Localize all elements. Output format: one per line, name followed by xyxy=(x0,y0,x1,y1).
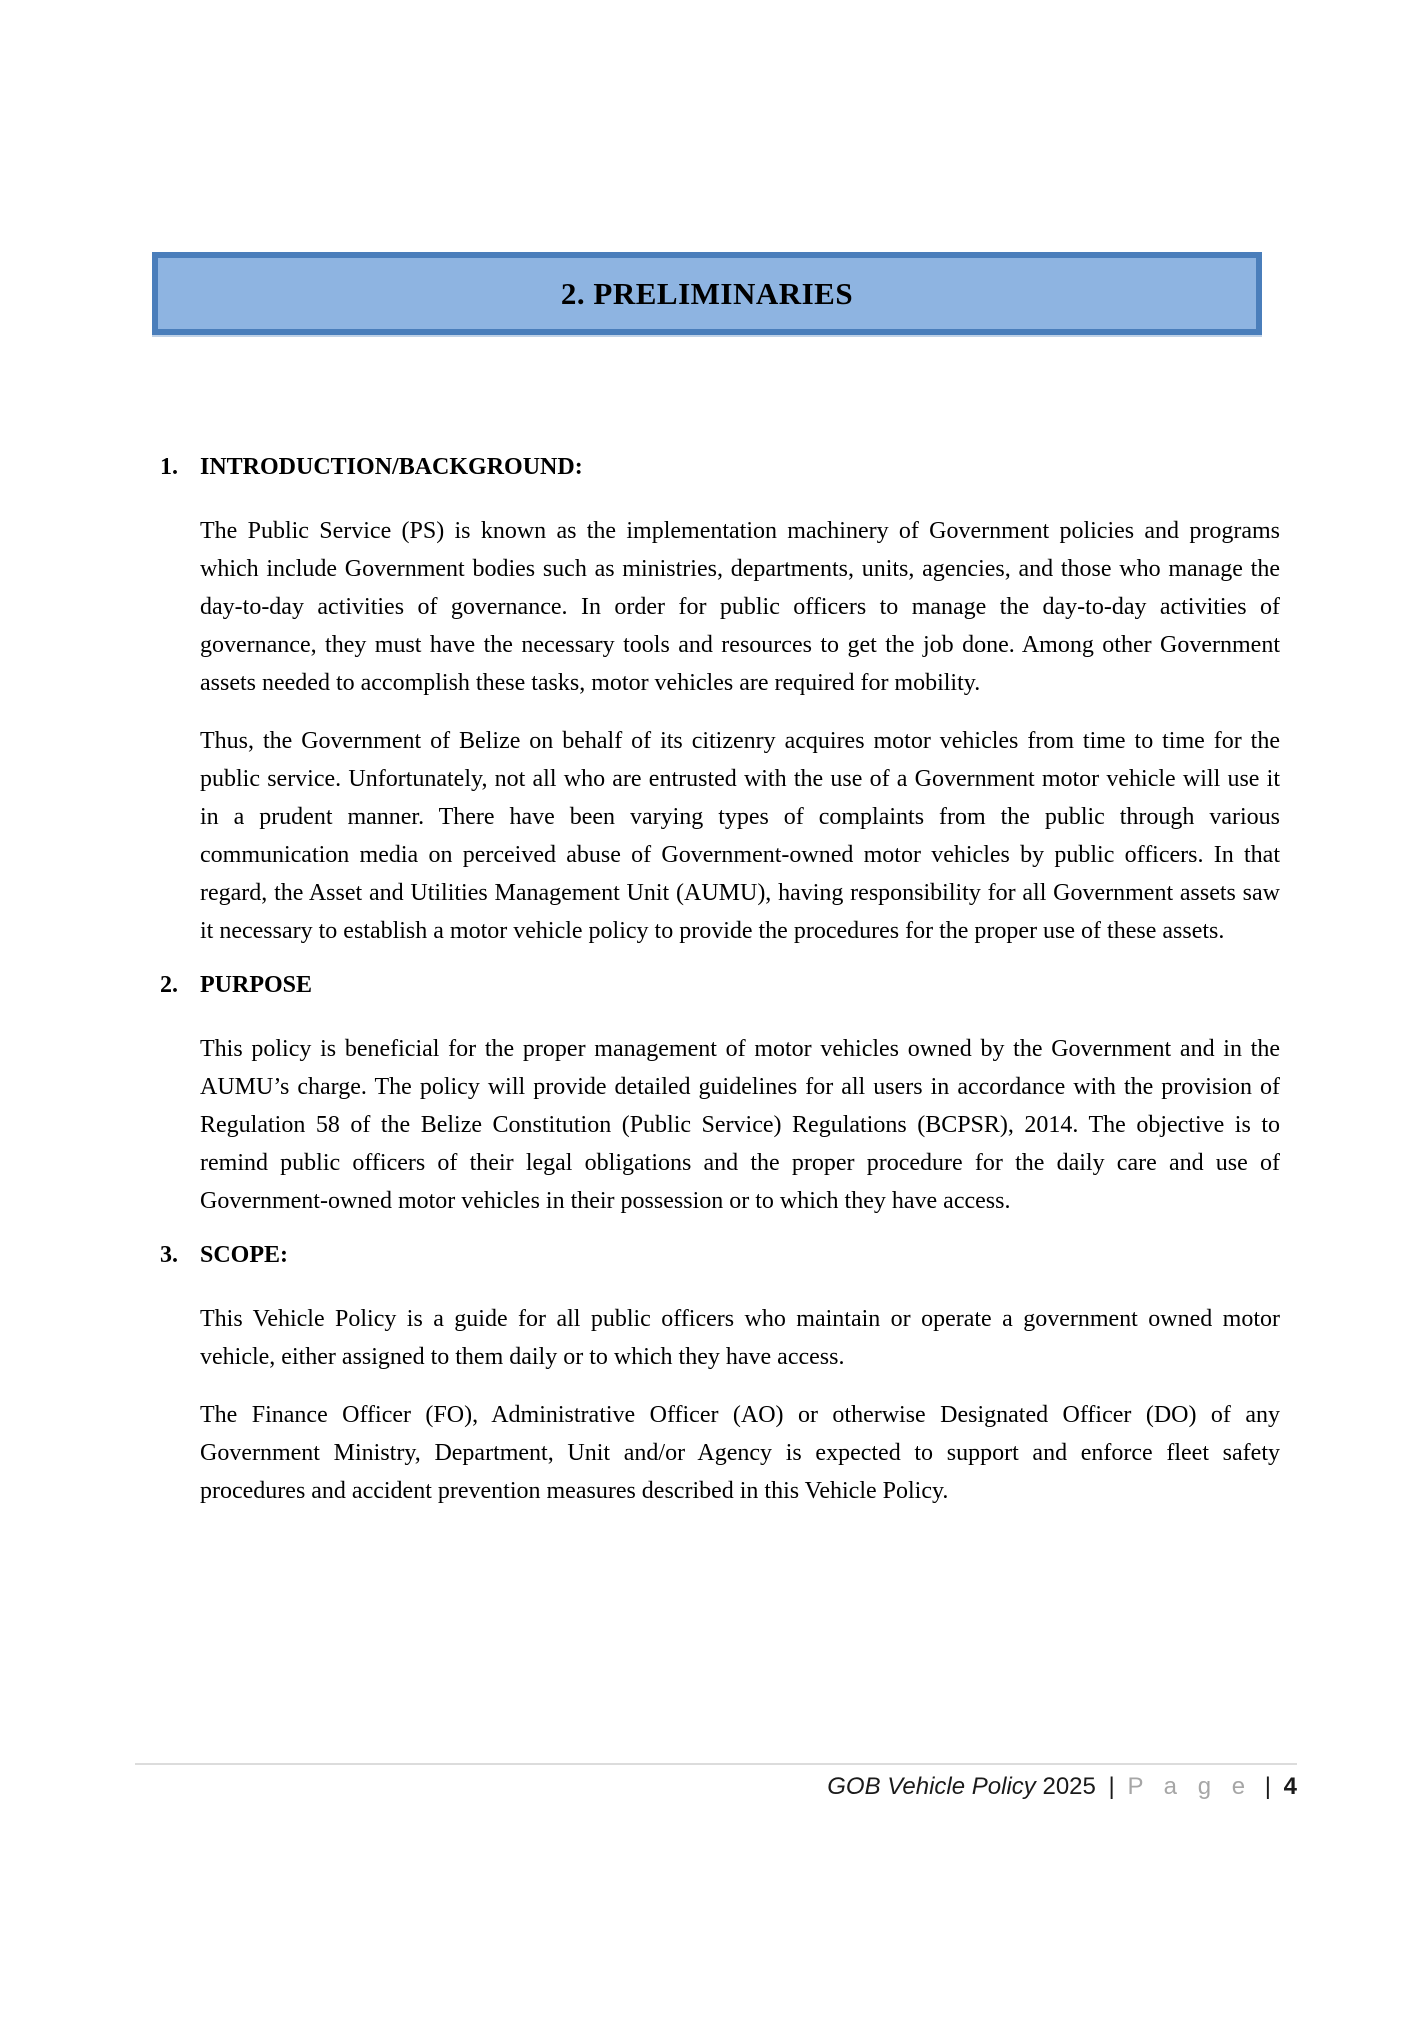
section-title-banner xyxy=(152,252,1262,335)
paragraph-purpose-1: This policy is beneficial for the proper management of motor vehicles owned by the Government and in the AUMU’s charge. The policy will provide detailed guidelines for all users in accordance with the provision of Regulation 58 of the Belize Constitution (Public Service) Regulations (BCPSR), 2014. The objective is to remind public officers of their legal obligations and the proper procedure for the daily care and use of Government-owned motor vehicles in their possession or to which they have access. xyxy=(200,1036,1280,1214)
paragraph-scope-2: The Finance Officer (FO), Administrative Officer (AO) or otherwise Designated Officer (DO) of any Government Ministry, Department, Unit and/or Agency is expected to support and enforce fleet safety procedures and accident prevention measures described in this Vehicle Policy. xyxy=(200,1402,1280,1504)
heading-number: 2. xyxy=(160,972,178,998)
section-title: 2. PRELIMINARIES xyxy=(560,275,854,311)
footer-year: 2025 xyxy=(1042,1773,1096,1800)
footer-page-number: 4 xyxy=(1283,1773,1297,1800)
footer-separator: | xyxy=(1108,1773,1115,1800)
document-body xyxy=(160,452,1282,1530)
footer-page-label: P a g e xyxy=(1127,1773,1253,1800)
heading-number: 1. xyxy=(160,454,178,480)
heading-introduction xyxy=(160,452,1282,482)
footer-doc-title: GOB Vehicle Policy xyxy=(827,1773,1036,1800)
footer-separator: | xyxy=(1264,1773,1271,1800)
heading-scope xyxy=(160,1240,1282,1270)
paragraph-introduction-1: The Public Service (PS) is known as the implementation machinery of Government policies and programs which include Government bodies such as ministries, departments, units, agencies, and those who manage the day-to-day activities of governance. In order for public officers to manage the day-to-day activities of governance, they must have the necessary tools and resources to get the job done. Among other Government assets needed to accomplish these tasks, motor vehicles are required for mobility. xyxy=(200,518,1280,696)
heading-number: 3. xyxy=(160,1242,178,1268)
paragraph-introduction-2: Thus, the Government of Belize on behalf of its citizenry acquires motor vehicles from time to time for the public service. Unfortunately, not all who are entrusted with the use of a Government motor vehicle will use it in a prudent manner. There have been varying types of complaints from the public through various communication media on perceived abuse of Government-owned motor vehicles by public officers. In that regard, the Asset and Utilities Management Unit (AUMU), having responsibility for all Government assets saw it necessary to establish a motor vehicle policy to provide the procedures for the proper use of these assets. xyxy=(200,728,1280,944)
heading-purpose xyxy=(160,970,1282,1000)
heading-title: INTRODUCTION/BACKGROUND: xyxy=(200,454,583,480)
footer-divider xyxy=(135,1763,1297,1765)
page-footer xyxy=(827,1773,1297,1801)
heading-title: SCOPE: xyxy=(200,1242,289,1268)
paragraph-scope-1: This Vehicle Policy is a guide for all public officers who maintain or operate a government owned motor vehicle, either assigned to them daily or to which they have access. xyxy=(200,1306,1280,1370)
heading-title: PURPOSE xyxy=(200,972,313,998)
